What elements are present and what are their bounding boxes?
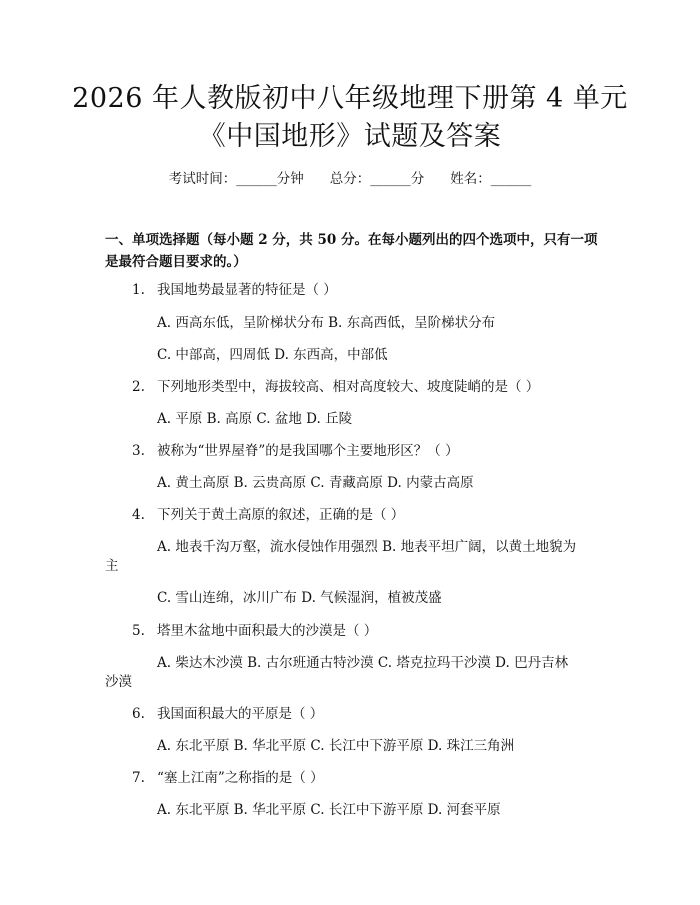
question-text: 塔里木盆地中面积最大的沙漠是（ ） bbox=[157, 623, 378, 639]
exam-meta bbox=[0, 170, 700, 188]
question-number: 6. bbox=[132, 706, 145, 722]
document-title-line-2: 《中国地形》试题及答案 bbox=[198, 121, 502, 152]
section-heading bbox=[105, 229, 605, 273]
question-options-continued: 沙漠 bbox=[105, 674, 132, 690]
question-options: A. 东北平原 B. 华北平原 C. 长江中下游平原 D. 珠江三角洲 bbox=[157, 738, 515, 754]
question-options: C. 雪山连绵，冰川广布 D. 气候湿润，植被茂盛 bbox=[157, 590, 442, 606]
question-options: A. 柴达木沙漠 B. 古尔班通古特沙漠 C. 塔克拉玛干沙漠 D. 巴丹吉林 bbox=[157, 655, 569, 671]
question-options: C. 中部高，四周低 D. 东西高，中部低 bbox=[157, 347, 388, 363]
exam-total-score: 总分：______分 bbox=[329, 171, 425, 187]
question-text: 我国地势最显著的特征是（ ） bbox=[157, 282, 337, 298]
question-text: 下列关于黄土高原的叙述，正确的是（ ） bbox=[157, 507, 405, 523]
question-options: A. 平原 B. 高原 C. 盆地 D. 丘陵 bbox=[157, 411, 353, 427]
question-options-continued: 主 bbox=[105, 558, 119, 574]
question-number: 7. bbox=[132, 770, 145, 786]
question-number: 2. bbox=[132, 379, 145, 395]
exam-name: 姓名：______ bbox=[450, 171, 532, 187]
exam-time: 考试时间：______分钟 bbox=[168, 171, 304, 187]
question-text: 我国面积最大的平原是（ ） bbox=[157, 706, 324, 722]
question-number: 3. bbox=[132, 443, 145, 459]
question-text: “塞上江南”之称指的是（ ） bbox=[157, 770, 324, 786]
question-number: 1. bbox=[132, 282, 145, 298]
question-number: 4. bbox=[132, 507, 145, 523]
question-text: 下列地形类型中，海拔较高、相对高度较大、坡度陡峭的是（ ） bbox=[157, 379, 540, 395]
question-options: A. 地表千沟万壑，流水侵蚀作用强烈 B. 地表平坦广阔，以黄土地貌为 bbox=[157, 539, 577, 555]
question-text: 被称为“世界屋脊”的是我国哪个主要地形区？（ ） bbox=[157, 443, 459, 459]
question-options: A. 黄土高原 B. 云贵高原 C. 青藏高原 D. 内蒙古高原 bbox=[157, 475, 474, 491]
section-heading-line-1: 一、单项选择题（每小题 2 分，共 50 分。在每小题列出的四个选项中，只有一项 bbox=[105, 232, 598, 248]
section-heading-line-2: 是最符合题目要求的。） bbox=[105, 254, 247, 270]
question-options: A. 西高东低，呈阶梯状分布 B. 东高西低，呈阶梯状分布 bbox=[157, 315, 496, 331]
question-number: 5. bbox=[132, 623, 145, 639]
document-title-line-1: 2026 年人教版初中八年级地理下册第 4 单元 bbox=[72, 83, 628, 114]
question-options: A. 东北平原 B. 华北平原 C. 长江中下游平原 D. 河套平原 bbox=[157, 802, 501, 818]
